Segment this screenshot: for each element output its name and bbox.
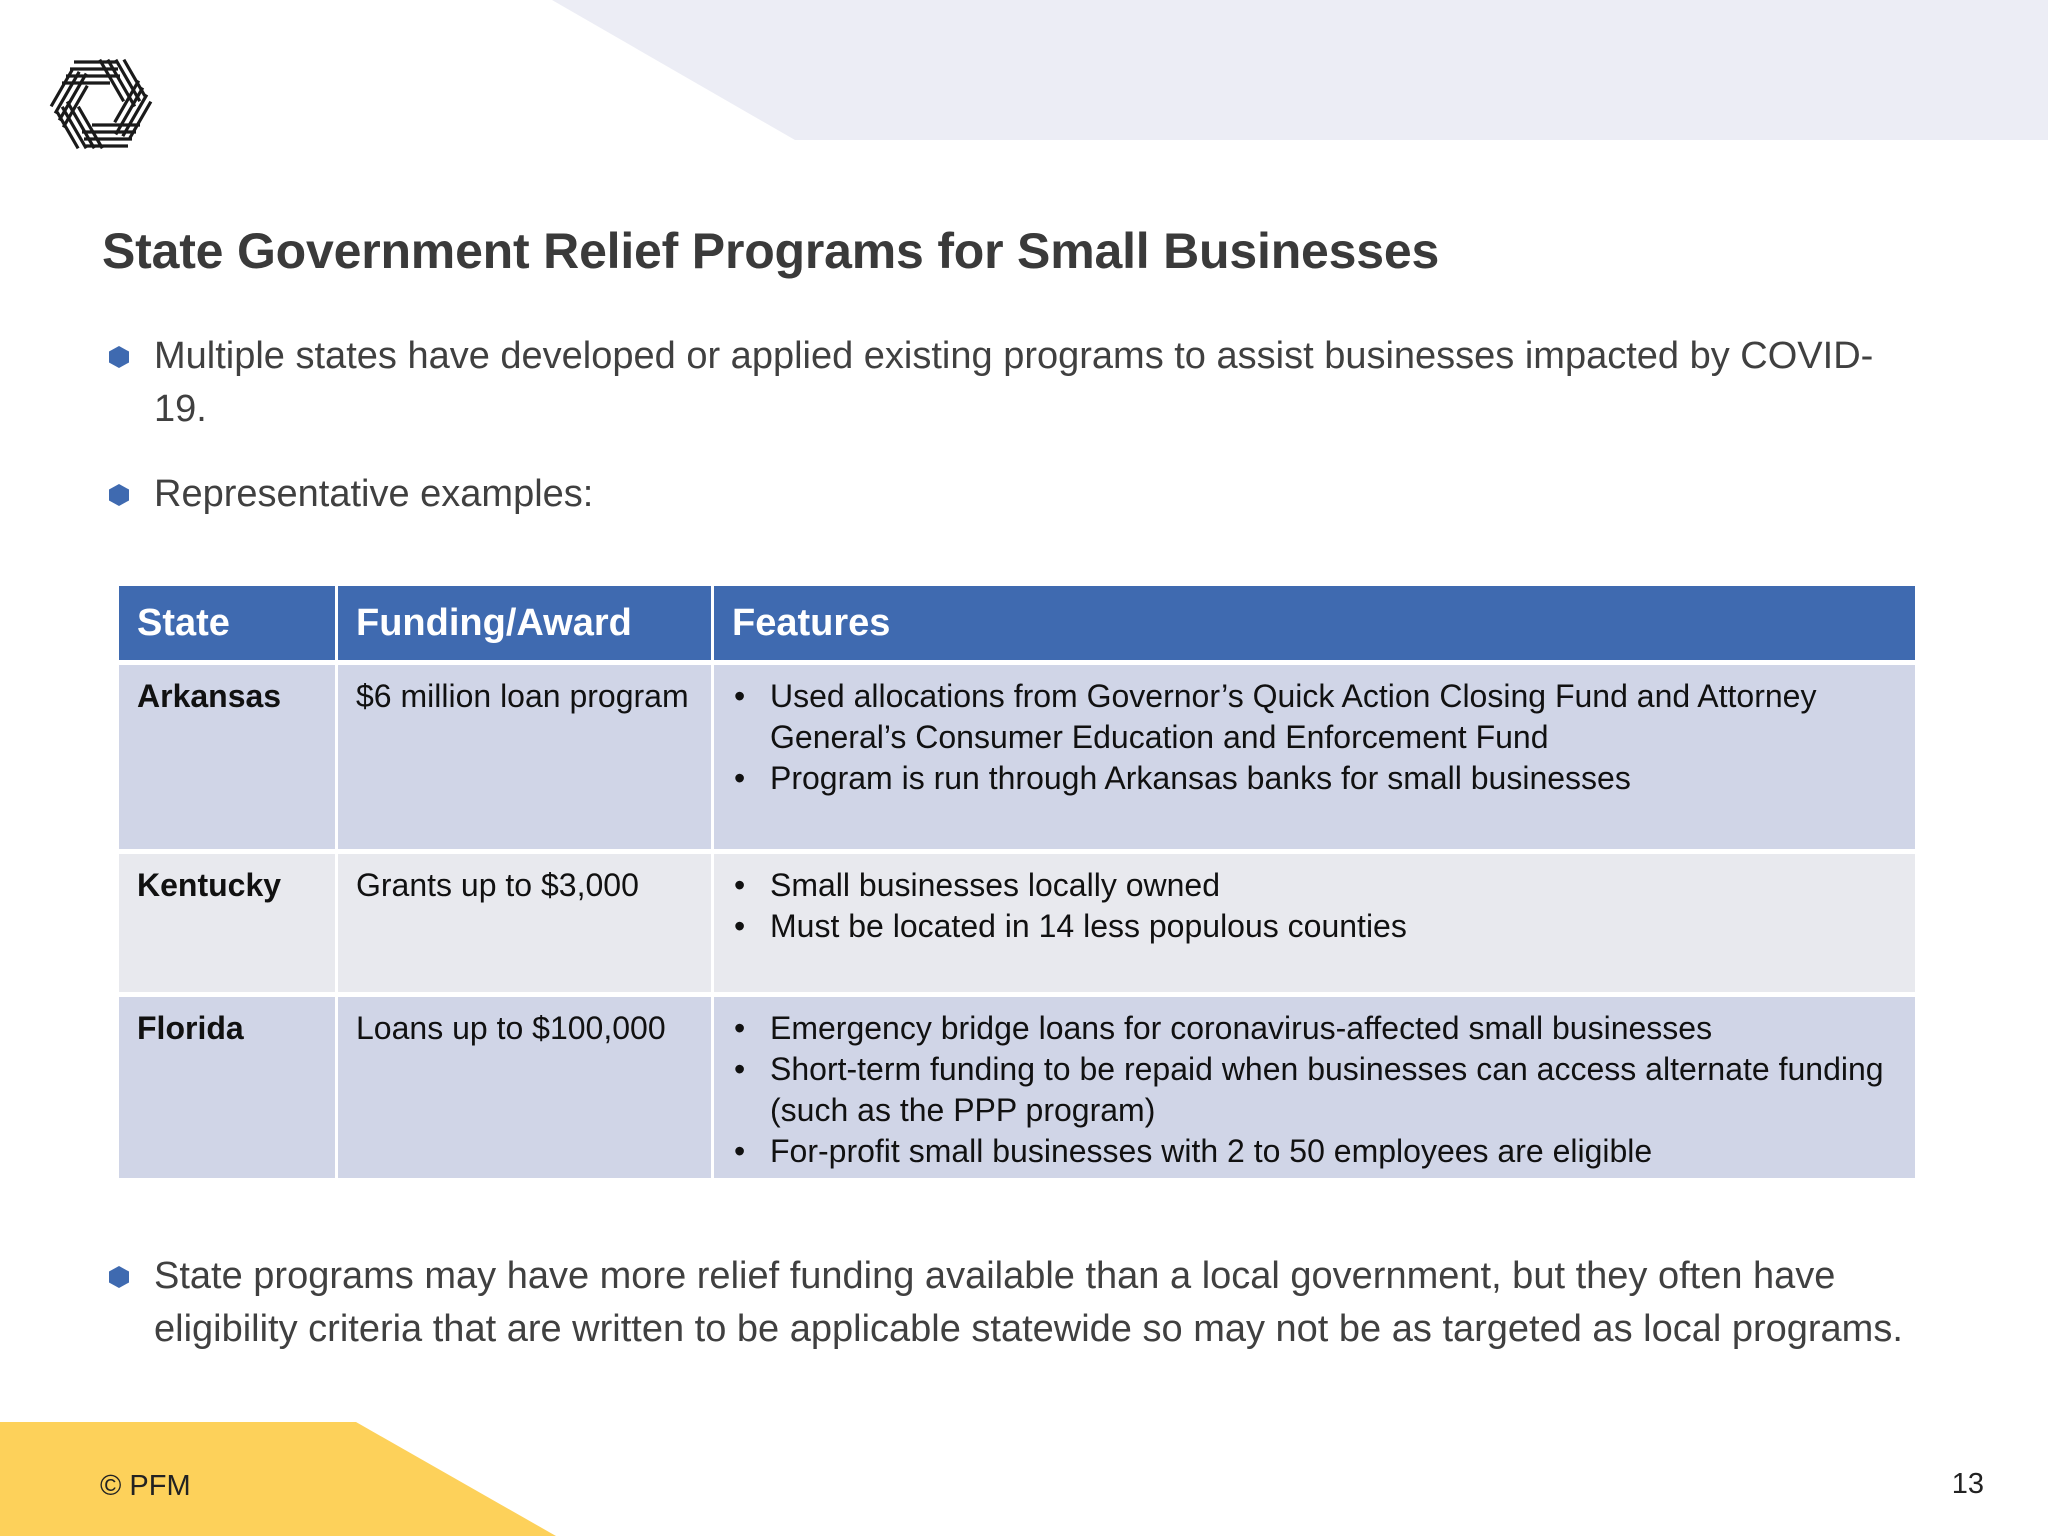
hexagon-bullet-icon (107, 483, 131, 507)
features-cell (714, 854, 1915, 992)
funding-cell: Loans up to $100,000 (338, 997, 711, 1178)
funding-cell: $6 million loan program (338, 665, 711, 849)
table-row-florida (119, 997, 1915, 1178)
examples-bullet (102, 468, 1922, 521)
state-cell: Kentucky (119, 854, 335, 992)
page-number: 13 (1951, 1468, 1984, 1500)
intro-bullet (102, 330, 1922, 436)
hexagon-bullet-icon (107, 345, 131, 369)
footer-copyright: © PFM (100, 1470, 191, 1502)
feature-item: • For-profit small businesses with 2 to 50 employees are eligible (732, 1131, 1897, 1172)
examples-bullet-text: Representative examples: (154, 473, 594, 515)
top-band-shape (552, 0, 2048, 140)
state-programs-table (116, 581, 1918, 1183)
conclusion-bullet-text: State programs may have more relief funding available than a local government, but they often have eligibility criteria that are written to be applicable statewide so may not be as targeted as local programs. (154, 1255, 1903, 1350)
header-state: State (119, 586, 335, 660)
conclusion-bullet (102, 1250, 1922, 1356)
slide-title: State Government Relief Programs for Small Businesses (102, 223, 1440, 279)
state-cell: Arkansas (119, 665, 335, 849)
pfm-logo-icon (44, 54, 158, 154)
feature-item: • Program is run through Arkansas banks for small businesses (732, 758, 1897, 799)
header-funding: Funding/Award (338, 586, 711, 660)
bottom-yellow-accent (0, 1422, 556, 1536)
features-cell (714, 997, 1915, 1178)
feature-item: • Emergency bridge loans for coronavirus-affected small businesses (732, 1008, 1897, 1049)
hexagon-bullet-icon (107, 1265, 131, 1289)
table-header-row (119, 586, 1915, 660)
intro-bullet-text: Multiple states have developed or applied existing programs to assist businesses impacted by COVID-19. (154, 335, 1874, 430)
header-features: Features (714, 586, 1915, 660)
feature-item: • Used allocations from Governor’s Quick Action Closing Fund and Attorney General’s Consumer Education and Enforcement Fund (732, 676, 1897, 758)
features-cell (714, 665, 1915, 849)
feature-item: • Short-term funding to be repaid when businesses can access alternate funding (such as the PPP program) (732, 1049, 1897, 1131)
feature-item: • Small businesses locally owned (732, 865, 1897, 906)
table-row-kentucky (119, 854, 1915, 992)
state-cell: Florida (119, 997, 335, 1178)
funding-cell: Grants up to $3,000 (338, 854, 711, 992)
feature-item: • Must be located in 14 less populous counties (732, 906, 1897, 947)
table-row-arkansas (119, 665, 1915, 849)
